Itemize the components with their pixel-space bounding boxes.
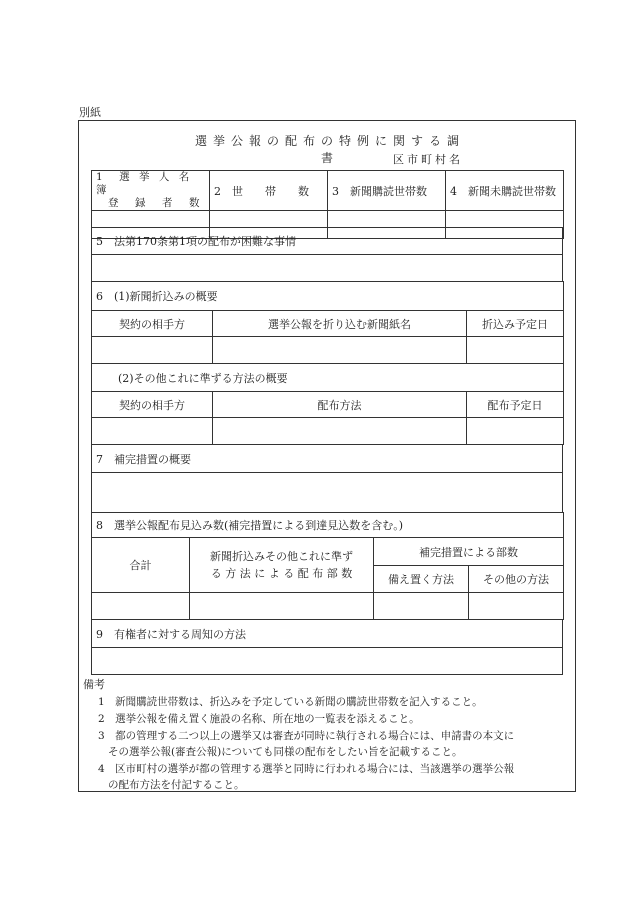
distribution-method-field[interactable] [213,418,467,445]
contract-party-field[interactable] [92,337,213,364]
remark-line: 1 新聞購読世帯数は、折込みを予定している新聞の購読世帯数を記入すること。 [98,696,483,708]
section7-table [91,444,563,513]
voter-count-header: 1 選 挙 人 名 簿 登 録 者 数 [92,171,210,211]
contract-party-header: 契約の相手方 [92,311,213,337]
distribution-method-header: 配布方法 [213,392,467,418]
section6-sub2-label: (2)その他これに準ずる方法の概要 [92,364,564,392]
section6-label: 6 (1)新聞折込みの概要 [92,282,564,311]
section9-field[interactable] [92,648,563,675]
section8-table [91,512,564,620]
attachment-label: 別紙 [79,106,101,119]
section8-label: 8 選挙公報配布見込み数(補完措置による到達見込数を含む。) [92,513,564,538]
newspaper-name-field[interactable] [213,337,467,364]
household-count-header: 2 世 帯 数 [210,171,328,211]
stock-method-field[interactable] [374,593,469,620]
total-field[interactable] [92,593,190,620]
stock-method-header: 備え置く方法 [374,566,469,593]
remarks-heading: 備考 [83,678,105,691]
section7-label: 7 補完措置の概要 [92,445,563,473]
newspaper-name-header: 選挙公報を折り込む新聞紙名 [213,311,467,337]
section5-table [91,227,563,282]
form-title: 選挙公報の配布の特例に関する調書 [194,134,465,165]
contract-party2-header: 契約の相手方 [92,392,213,418]
other-method-header: その他の方法 [469,566,564,593]
insert-date-field[interactable] [467,337,564,364]
distribution-date-field[interactable] [467,418,564,445]
remark-line: 4 区市町村の選挙が都の管理する選挙と同時に行われる場合には、当該選挙の選挙公報 [98,763,515,775]
non-subscriber-count-header: 4 新聞未購読世帯数 [446,171,564,211]
total-header: 合計 [92,538,190,593]
municipality-label: 区市町村名 [393,153,463,166]
remark-line: 2 選挙公報を備え置く施設の名称、所在地の一覧表を添えること。 [98,713,420,725]
remark-line: 3 都の管理する二つ以上の選挙又は審査が同時に執行される場合には、申請書の本文に [98,730,515,742]
section9-table [91,619,563,675]
section7-field[interactable] [92,473,563,513]
remark-line: その選挙公報(審査公報)についても同様の配布をしたい旨を記載すること。 [108,746,463,758]
other-method-field[interactable] [469,593,564,620]
contract-party2-field[interactable] [92,418,213,445]
section5-field[interactable] [92,255,563,282]
section6-table [91,281,564,445]
remark-line: の配布方法を付記すること。 [108,779,245,791]
insert-date-header: 折込み予定日 [467,311,564,337]
newspaper-distribution-field[interactable] [190,593,374,620]
section9-label: 9 有権者に対する周知の方法 [92,620,563,648]
supplement-header: 補完措置による部数 [374,538,564,566]
section5-label: 5 法第170条第1項の配布が困難な事情 [92,228,563,255]
subscriber-count-header: 3 新聞購読世帯数 [328,171,446,211]
distribution-date-header: 配布予定日 [467,392,564,418]
newspaper-distribution-header: 新聞折込みその他これに準ず る 方 法 に よ る 配 布 部 数 [190,538,374,593]
